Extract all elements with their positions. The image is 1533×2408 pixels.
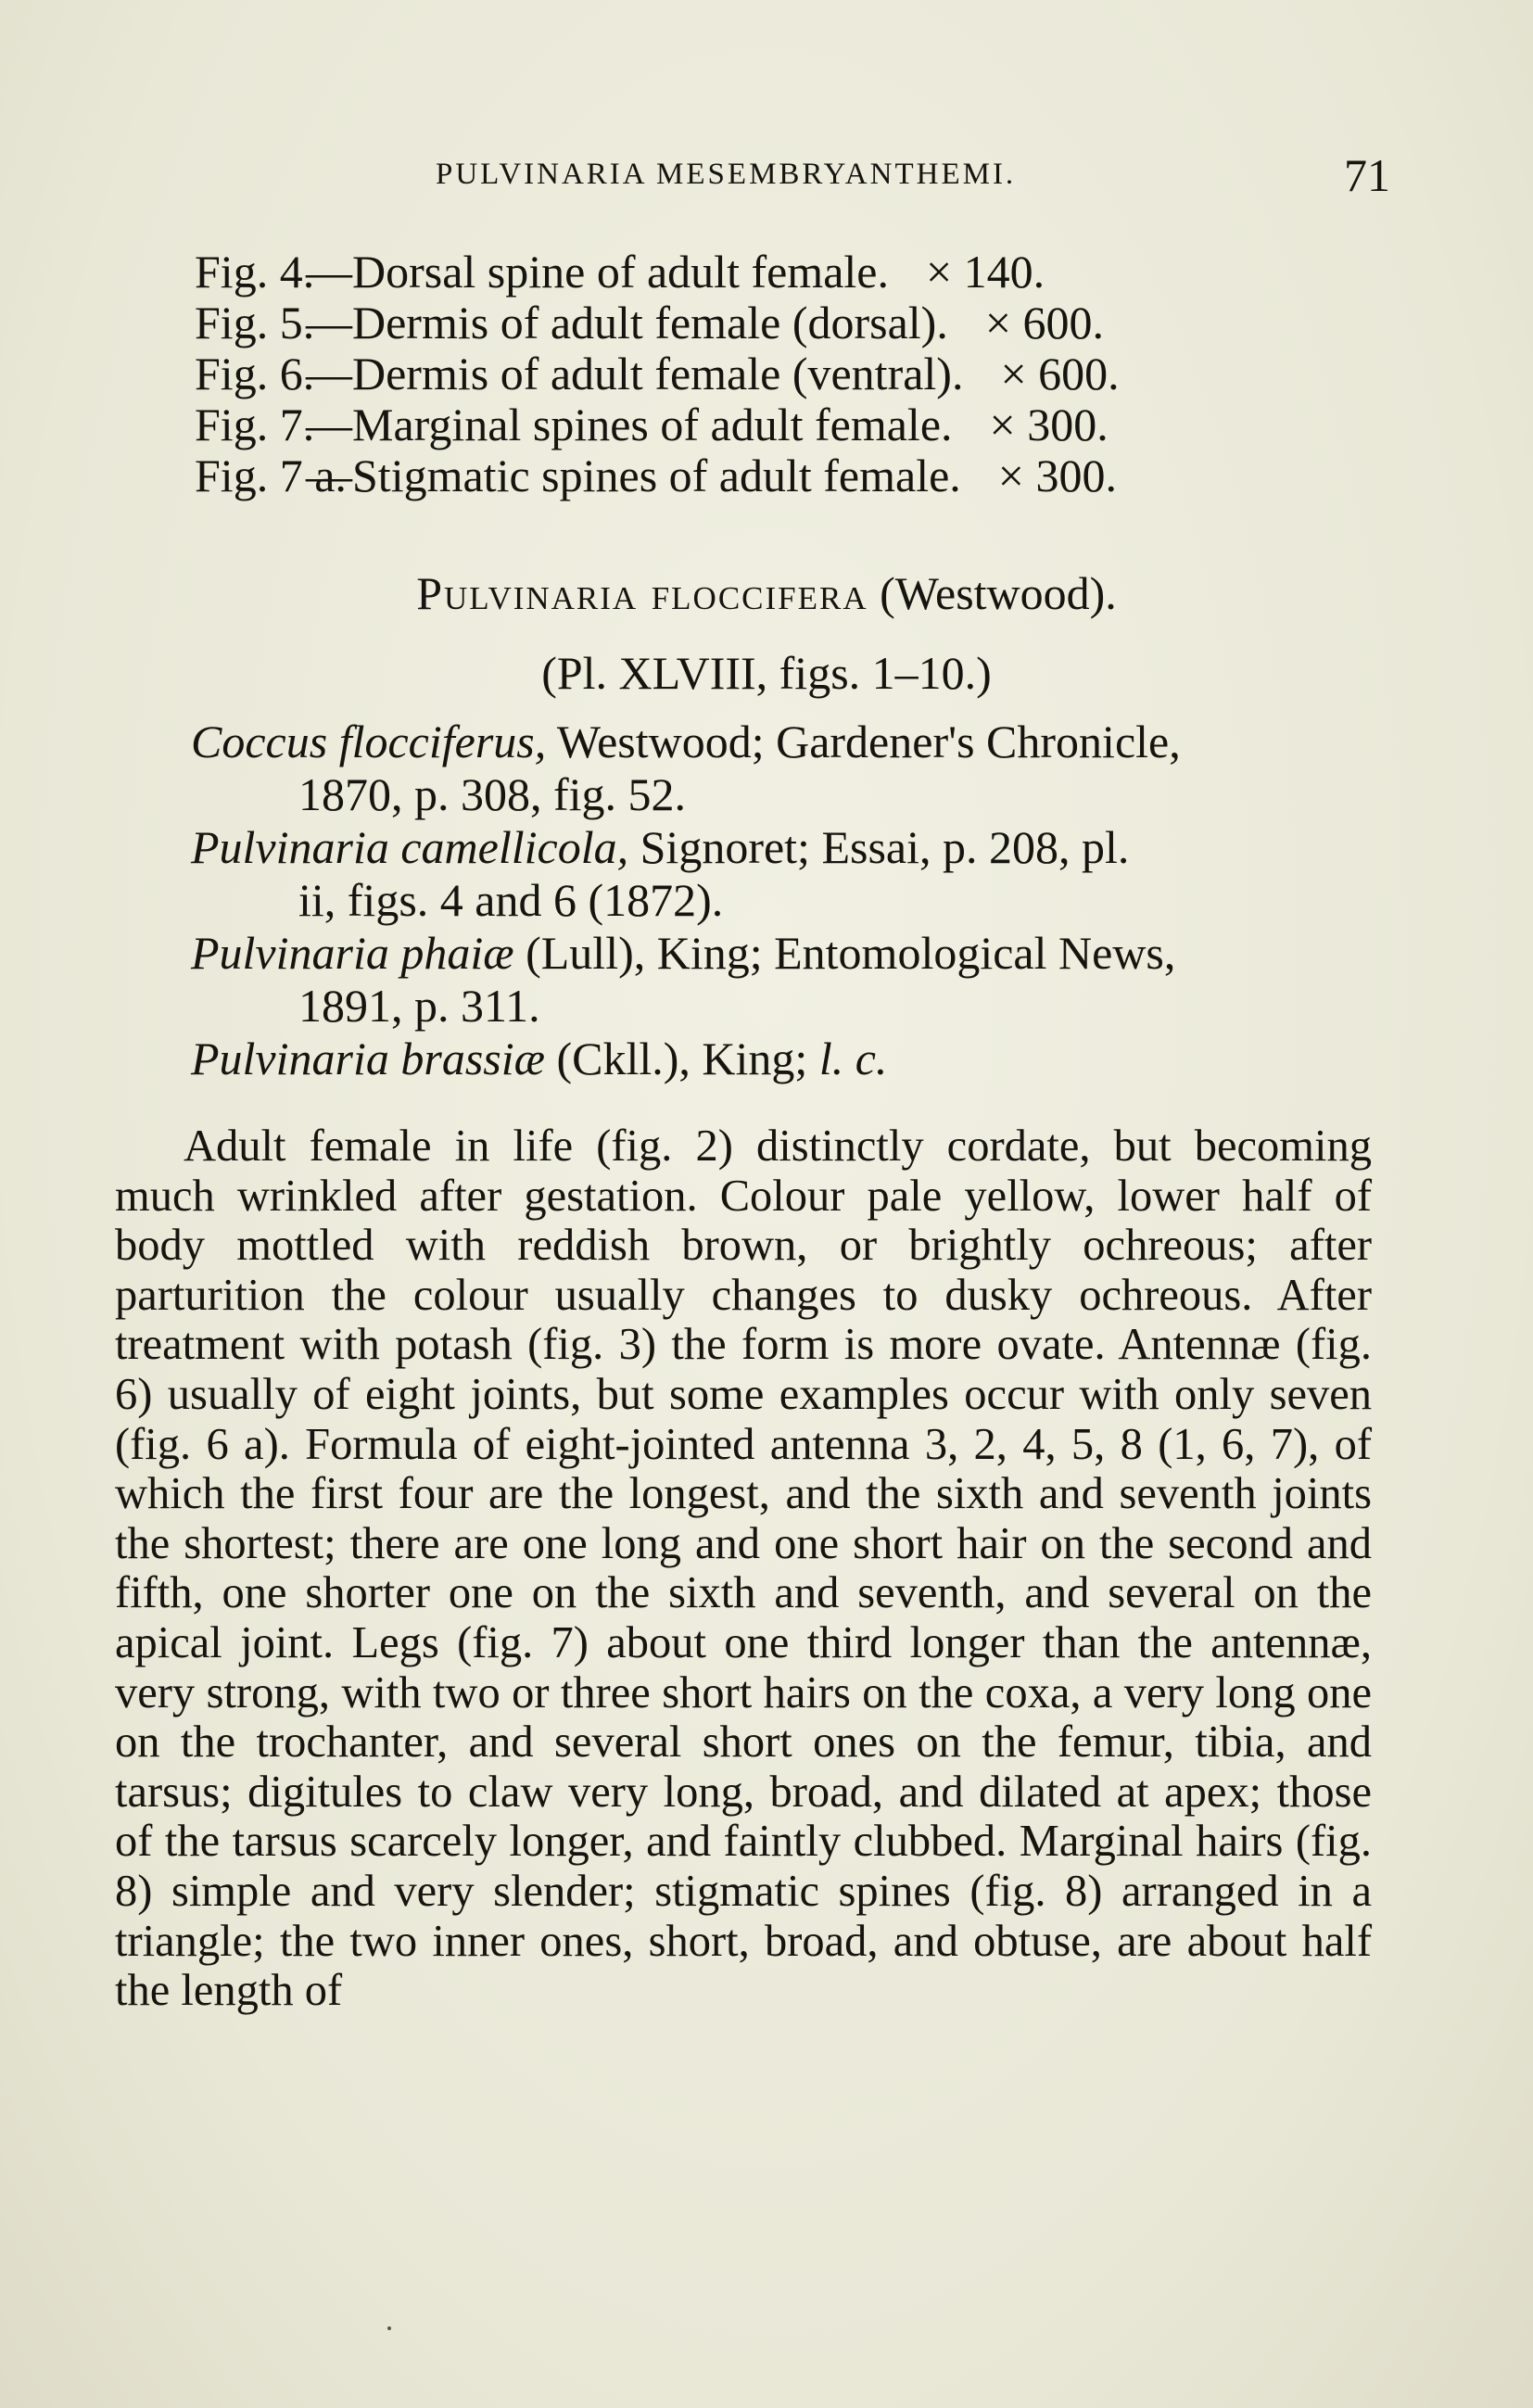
figure-label: Fig. 6. <box>195 348 315 399</box>
figure-caption-text: —Dorsal spine of adult female. <box>306 246 889 298</box>
figure-label: Fig. 7 a. <box>195 450 347 501</box>
synonym-citation: Westwood; Gardener's Chronicle, <box>556 716 1181 767</box>
figure-caption-text: —Dermis of adult female (dorsal). <box>306 297 948 349</box>
figure-label: Fig. 7. <box>195 399 315 450</box>
synonym-reference: l. c. <box>818 1033 888 1084</box>
description-paragraph: Adult female in life (fig. 2) distinctly cordate, but becoming much wrinkled after gestation. Colour pale yellow, lower half of body mottled with reddish brown, or brightly ochreous; after parturition the colour usually changes to dusky ochreous. After treatment with potash (fig. 3) the form is more ovate. Antennæ (fig. 6) usually of eight joints, but some examples occur with only seven (fig. 6 a). Formula of eight-jointed antenna 3, 2, 4, 5, 8 (1, 6, 7), of which the first four are the longest, and the sixth and seventh joints the shortest; there are one long and one short hair on the second and fifth, one shorter one on the sixth and seventh, and several on the apical joint. Legs (fig. 7) about one third longer than the antennæ, very strong, with two or three short hairs on the coxa, a very long one on the trochanter, and several short ones on the femur, tibia, and tarsus; digitules to claw very long, broad, and dilated at apex; those of the tarsus scarcely longer, and faintly clubbed. Marginal hairs (fig. 8) simple and very slender; stigmatic spines (fig. 8) arranged in a triangle; the two inner ones, short, broad, and obtuse, are about half the length of <box>115 1122 1372 2016</box>
magnification: × 600. <box>1000 348 1120 399</box>
running-head <box>436 148 1390 204</box>
figure-caption <box>195 399 1109 450</box>
synonym-citation-continued: ii, figs. 4 and 6 (1872). <box>298 874 724 926</box>
synonym-line <box>191 927 1175 979</box>
figure-caption <box>195 348 1120 399</box>
paper-speck <box>387 2326 391 2330</box>
figure-caption <box>195 246 1045 298</box>
synonym-line <box>191 716 1181 767</box>
plate-reference: (Pl. XLVIII, figs. 1–10.) <box>541 647 992 699</box>
figure-caption <box>195 450 1117 501</box>
magnification: × 300. <box>997 450 1117 501</box>
figure-caption-text: —Dermis of adult female (ventral). <box>306 348 964 399</box>
synonym-line <box>191 821 1129 873</box>
species-author: (Westwood). <box>880 567 1117 619</box>
running-title: PULVINARIA MESEMBRYANTHEMI. <box>436 158 1017 191</box>
synonym-name: Pulvinaria camellicola, <box>191 821 629 873</box>
magnification: × 140. <box>925 246 1045 298</box>
page-number: 71 <box>1344 149 1390 201</box>
magnification: × 300. <box>989 399 1109 450</box>
figure-caption-text: —Marginal spines of adult female. <box>306 399 953 450</box>
synonym-citation-continued: 1891, p. 311. <box>298 980 540 1032</box>
species-name: Pulvinaria floccifera <box>416 567 868 619</box>
synonym-citation-continued: 1870, p. 308, fig. 52. <box>298 768 687 820</box>
synonym-name: Pulvinaria phaiæ <box>191 927 514 979</box>
figure-caption <box>195 297 1104 349</box>
species-heading <box>0 567 1533 619</box>
figure-caption-text: —Stigmatic spines of adult female. <box>306 450 961 501</box>
synonym-name: Pulvinaria brassiæ <box>191 1033 545 1084</box>
synonym-citation: Signoret; Essai, p. 208, pl. <box>640 821 1130 873</box>
figure-label: Fig. 5. <box>195 297 315 349</box>
synonym-citation: (Ckll.), King; <box>556 1033 808 1084</box>
magnification: × 600. <box>984 297 1105 349</box>
synonym-citation: (Lull), King; Entomological News, <box>526 927 1176 979</box>
figure-label: Fig. 4. <box>195 246 315 298</box>
synonym-line <box>191 1033 887 1084</box>
synonym-name: Coccus flocciferus, <box>191 716 547 767</box>
